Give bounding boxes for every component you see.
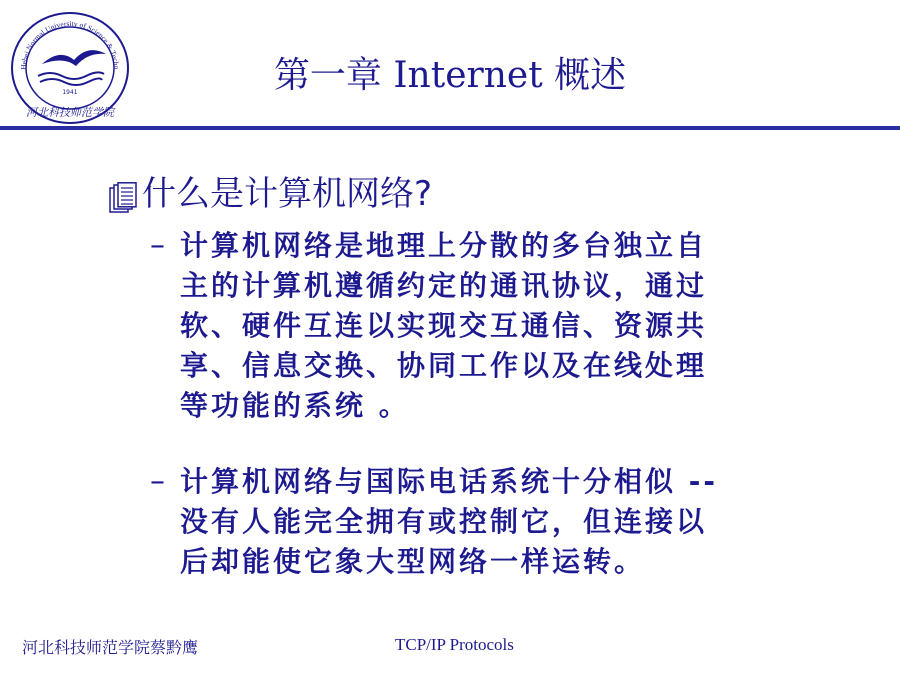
logo-year: 1941	[62, 89, 78, 96]
document-stack-icon	[108, 182, 138, 214]
text-line: 等功能的系统 。	[180, 389, 410, 422]
text-line: 软、硬件互连以实现交互通信、资源共	[180, 309, 708, 342]
dash-marker: –	[150, 228, 165, 263]
bullet-text	[180, 226, 780, 426]
text-line: 主的计算机遵循约定的通讯协议，通过	[180, 269, 708, 302]
text-line: 没有人能完全拥有或控制它，但连接以	[180, 505, 708, 538]
section-heading: 什么是计算机网络?	[142, 174, 433, 214]
text-line: 计算机网络是地理上分散的多台独立自	[180, 229, 708, 262]
footer-author: 河北科技师范学院蔡黔鹰	[22, 638, 199, 657]
title-divider	[0, 126, 900, 130]
footer-course: TCP/IP Protocols	[395, 635, 514, 654]
logo-chinese-name: 河北科技师范学院	[26, 106, 114, 119]
text-line: 后却能使它象大型网络一样运转。	[180, 545, 646, 578]
seagull-icon	[42, 50, 106, 66]
bullet-point-1	[150, 226, 790, 426]
dash-marker: –	[150, 464, 165, 499]
logo-ring-text: Hebei Normal University of Science & Techn	[18, 18, 122, 71]
bullet-text	[180, 462, 780, 582]
svg-text:Hebei Normal University of Sci	[8, 8, 121, 70]
wave-icon	[38, 72, 104, 79]
text-line: 计算机网络与国际电话系统十分相似 --	[180, 465, 718, 498]
text-line: 享、信息交换、协同工作以及在线处理	[180, 349, 708, 382]
slide-title: 第一章 Internet 概述	[273, 55, 627, 96]
bullet-point-2	[150, 462, 790, 582]
university-logo	[8, 8, 132, 126]
